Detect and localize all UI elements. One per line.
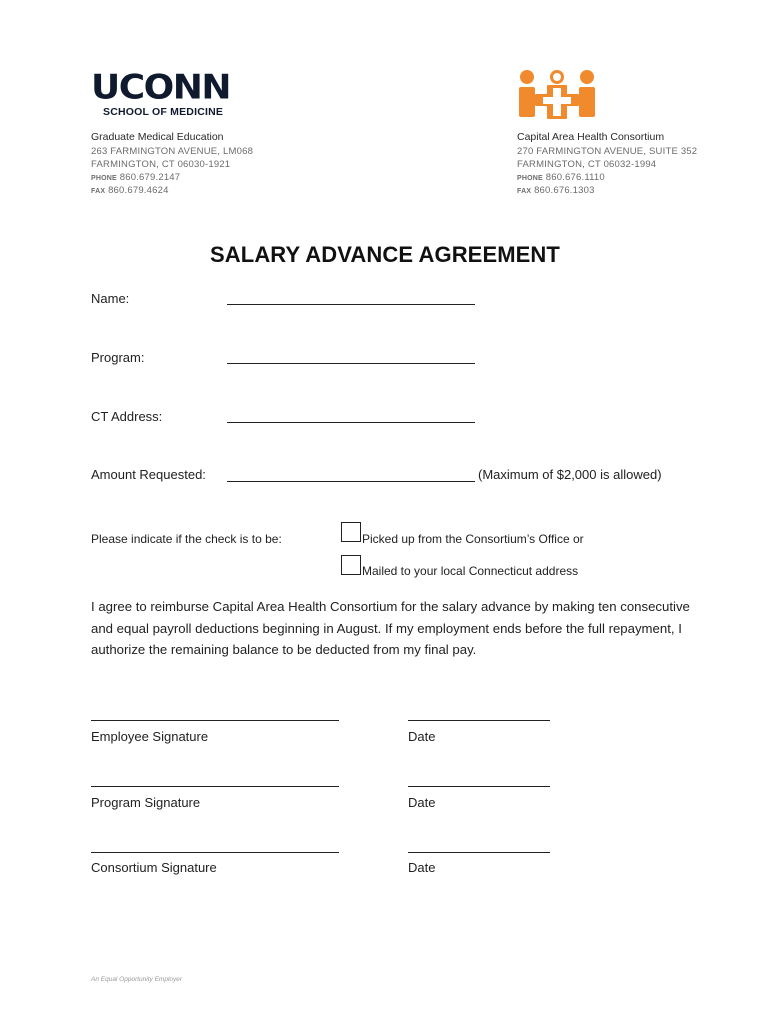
agreement-text: I agree to reimburse Capital Area Health Consortium for the salary advance by making ten consecutive and equal payroll deductions beginning in August. If my employment ends before the full repayment, I authorize the remaining balance to be deducted from my final pay. <box>91 599 690 657</box>
program-field[interactable] <box>227 363 475 364</box>
name-field[interactable] <box>227 304 475 305</box>
employee-signature-label: Employee Signature <box>91 729 209 744</box>
program-signature-label: Program Signature <box>91 795 201 810</box>
employee-date-label: Date <box>408 729 436 744</box>
left-fax: 860.679.4624 <box>108 185 169 196</box>
right-fax: 860.676.1303 <box>534 185 595 196</box>
consortium-date-label: Date <box>408 860 436 875</box>
right-fax-line <box>517 185 595 196</box>
consortium-date-line[interactable] <box>408 852 550 853</box>
mail-checkbox[interactable] <box>341 555 361 575</box>
consortium-signature-line[interactable] <box>91 852 339 853</box>
right-phone: 860.676.1110 <box>545 172 605 183</box>
program-label: Program: <box>91 350 145 365</box>
left-phone-label: PHONE <box>91 175 117 182</box>
left-phone-line <box>91 172 180 183</box>
school-name: SCHOOL OF MEDICINE <box>103 106 224 118</box>
right-fax-label: FAX <box>517 188 532 195</box>
footer-eoe: An Equal Opportunity Employer <box>91 976 183 983</box>
people-cross-logo-icon <box>517 68 597 120</box>
left-fax-label: FAX <box>91 188 106 195</box>
consortium-signature-label: Consortium Signature <box>91 860 217 875</box>
name-label: Name: <box>91 291 130 306</box>
pickup-checkbox[interactable] <box>341 522 361 542</box>
employee-signature-line[interactable] <box>91 720 339 721</box>
amount-field[interactable] <box>227 481 475 482</box>
mail-option-label: Mailed to your local Connecticut address <box>362 564 579 578</box>
uconn-logo: UCONN <box>91 68 231 107</box>
right-address-line2: FARMINGTON, CT 06032-1994 <box>517 159 657 170</box>
program-signature-line[interactable] <box>91 786 339 787</box>
program-date-line[interactable] <box>408 786 550 787</box>
left-address-line1: 263 FARMINGTON AVENUE, LM068 <box>91 146 254 157</box>
left-address-line2: FARMINGTON, CT 06030-1921 <box>91 159 231 170</box>
right-phone-label: PHONE <box>517 175 543 182</box>
document-title: SALARY ADVANCE AGREEMENT <box>210 242 560 267</box>
left-fax-line <box>91 185 169 196</box>
pickup-option-label: Picked up from the Consortium’s Office or <box>362 532 584 546</box>
left-phone: 860.679.2147 <box>119 172 181 183</box>
check-prompt: Please indicate if the check is to be: <box>91 532 282 546</box>
employee-date-line[interactable] <box>408 720 550 721</box>
right-address-line1: 270 FARMINGTON AVENUE, SUITE 352 <box>517 146 698 157</box>
right-phone-line <box>517 172 605 183</box>
left-dept-name: Graduate Medical Education <box>91 131 224 143</box>
program-date-label: Date <box>408 795 436 810</box>
address-field[interactable] <box>227 422 475 423</box>
address-label: CT Address: <box>91 409 163 424</box>
amount-note: (Maximum of $2,000 is allowed) <box>478 467 662 482</box>
right-org-name: Capital Area Health Consortium <box>517 131 665 143</box>
amount-label: Amount Requested: <box>91 467 206 482</box>
